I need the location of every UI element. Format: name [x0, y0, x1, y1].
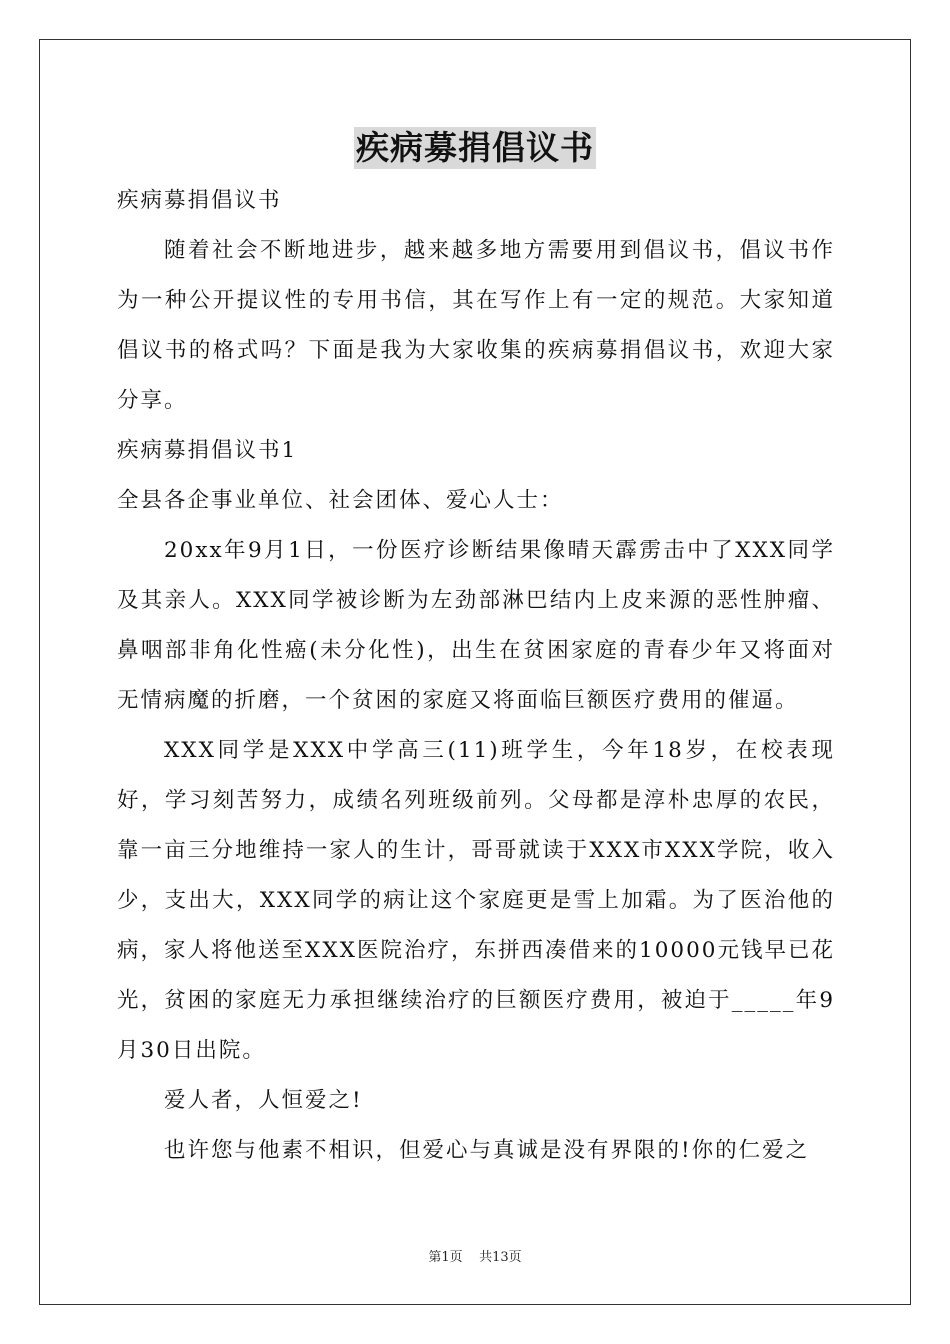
paragraph-background: XXX同学是XXX中学高三(11)班学生，今年18岁，在校表现好，学习刻苦努力，成绩名列班级前列。父母都是淳朴忠厚的农民，靠一亩三分地维持一家人的生计，哥哥就读于XXX市XXX学院，收入少，支出大，XXX同学的病让这个家庭更是雪上加霜。为了医治他的病，家人将他送至XXX医院治疗，东拼西凑借来的10000元钱早已花光，贫困的家庭无力承担继续治疗的巨额医疗费用，被迫于_____年9月30日出院。: [117, 738, 835, 1063]
paragraph-section-heading: 疾病募捐倡议书1: [117, 438, 298, 463]
paragraph-salutation: 全县各企事业单位、社会团体、爱心人士：: [117, 488, 564, 513]
paragraph-appeal: 也许您与他素不相识，但爱心与真诚是没有界限的!你的仁爱之: [164, 1138, 810, 1163]
page-number-footer: 第1页 共13页: [428, 1250, 522, 1265]
document-title: 疾病募捐倡议书: [356, 128, 594, 167]
paragraph-motto: 爱人者，人恒爱之!: [164, 1088, 363, 1113]
paragraph-subtitle: 疾病募捐倡议书: [117, 188, 282, 213]
paragraph-diagnosis: 20xx年9月1日，一份医疗诊断结果像晴天霹雳击中了XXX同学及其亲人。XXX同学被诊断为左劲部淋巴结内上皮来源的恶性肿瘤、鼻咽部非角化性癌(未分化性)，出生在贫困家庭的青春少年又将面对无情病魔的折磨，一个贫困的家庭又将面临巨额医疗费用的催逼。: [117, 538, 835, 713]
paragraph-intro: 随着社会不断地进步，越来越多地方需要用到倡议书，倡议书作为一种公开提议性的专用书信，其在写作上有一定的规范。大家知道倡议书的格式吗？下面是我为大家收集的疾病募捐倡议书，欢迎大家分享。: [117, 238, 835, 413]
document-body: [117, 176, 835, 1176]
title-container: [0, 127, 950, 169]
